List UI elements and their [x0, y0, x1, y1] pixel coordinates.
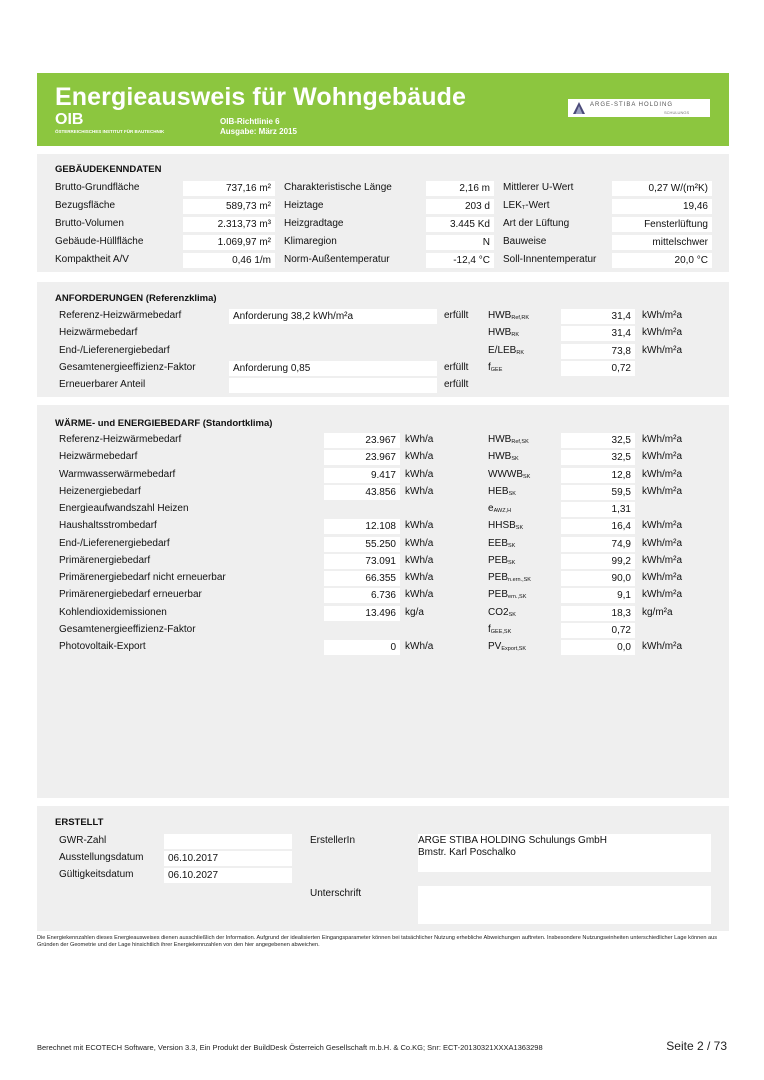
waerme-specific-value: 16,4	[561, 519, 635, 534]
kenndaten-label: Heiztage	[284, 200, 324, 211]
waerme-absolute-unit: kWh/a	[405, 589, 434, 600]
kenndaten-value: 2.313,73 m³	[183, 217, 275, 232]
waerme-symbol-subscript: SK	[515, 525, 524, 531]
waerme-symbol-symbol: PV	[488, 641, 502, 652]
anforderung-symbol	[488, 310, 529, 321]
oib-label: OIB	[55, 111, 84, 128]
waerme-absolute-value: 12.108	[324, 519, 400, 534]
kenndaten-label: Charakteristische Länge	[284, 182, 392, 193]
gwr-value	[164, 834, 292, 849]
waerme-symbol	[488, 469, 530, 480]
kenndaten-value: 589,73 m²	[183, 199, 275, 214]
anforderung-value: 73,8	[561, 344, 635, 359]
waerme-label: Energieaufwandszahl Heizen	[59, 503, 189, 514]
waerme-symbol	[488, 624, 511, 635]
waerme-specific-unit: kWh/m²a	[642, 555, 682, 566]
waermebedarf-panel	[37, 405, 729, 798]
waerme-absolute-value: 6.736	[324, 588, 400, 603]
waerme-absolute-value: 73.091	[324, 554, 400, 569]
waerme-absolute-value: 66.355	[324, 571, 400, 586]
waerme-symbol	[488, 520, 523, 531]
waerme-label: Primärenergiebedarf nicht erneuerbar	[59, 572, 226, 583]
anforderung-label: Erneuerbarer Anteil	[59, 379, 146, 390]
waerme-absolute-value: 43.856	[324, 485, 400, 500]
waerme-specific-unit: kg/m²a	[642, 607, 673, 618]
waerme-label: Primärenergiebedarf	[59, 555, 151, 566]
waerme-symbol-symbol: WWWB	[488, 469, 523, 480]
kenndaten-value: 737,16 m²	[183, 181, 275, 196]
ersteller-company: ARGE STIBA HOLDING Schulungs GmbH	[418, 835, 607, 846]
waerme-specific-value: 1,31	[561, 502, 635, 517]
waerme-specific-unit: kWh/m²a	[642, 451, 682, 462]
anforderung-status: erfüllt	[444, 310, 469, 321]
kenndaten-value: 0,46 1/m	[183, 253, 275, 268]
kenndaten-value: Fensterlüftung	[612, 217, 712, 232]
erstellt-panel	[37, 806, 729, 931]
kenndaten-value: mittelschwer	[612, 235, 712, 250]
institute-label: ÖSTERREICHISCHES INSTITUT FÜR BAUTECHNIK	[55, 129, 165, 134]
waerme-specific-value: 9,1	[561, 588, 635, 603]
kenndaten-value: 1.069,97 m²	[183, 235, 275, 250]
waerme-absolute-unit: kWh/a	[405, 555, 434, 566]
anforderung-symbol	[488, 362, 502, 373]
waerme-absolute-value: 55.250	[324, 537, 400, 552]
waerme-symbol	[488, 503, 511, 514]
kenndaten-value: 3.445 Kd	[426, 217, 494, 232]
kenndaten-label	[503, 200, 550, 211]
anforderung-symbol-symbol: HWB	[488, 327, 512, 338]
gueltigkeitsdatum-label: Gültigkeitsdatum	[59, 869, 134, 880]
anforderungen-panel	[37, 282, 729, 397]
waerme-symbol-subscript: SK	[508, 543, 516, 549]
waerme-absolute-unit: kWh/a	[405, 469, 434, 480]
waerme-specific-value: 99,2	[561, 554, 635, 569]
waerme-symbol-subscript: Export,SK	[501, 646, 527, 652]
gueltigkeitsdatum-value: 06.10.2027	[164, 868, 292, 883]
waerme-label: Kohlendioxidemissionen	[59, 607, 167, 618]
kenndaten-value: 0,27 W/(m²K)	[612, 181, 712, 196]
waerme-specific-value: 0,0	[561, 640, 635, 655]
waerme-absolute-value: 0	[324, 640, 400, 655]
anforderung-requirement: Anforderung 38,2 kWh/m²a	[229, 309, 437, 324]
header-banner	[37, 73, 729, 146]
anforderung-value: 31,4	[561, 326, 635, 341]
waerme-specific-unit: kWh/m²a	[642, 520, 682, 531]
kenndaten-label: Klimaregion	[284, 236, 337, 247]
ausstellungsdatum-label: Ausstellungsdatum	[59, 852, 144, 863]
waerme-specific-value: 59,5	[561, 485, 635, 500]
waerme-absolute-unit: kWh/a	[405, 486, 434, 497]
gebaeudekenndaten-panel	[37, 154, 729, 272]
waerme-symbol-subscript: Ref,SK	[511, 439, 529, 445]
kenndaten-label-subscript: T	[521, 205, 526, 211]
section-title-anforderungen: ANFORDERUNGEN (Referenzklima)	[55, 293, 217, 304]
waerme-absolute-unit: kWh/a	[405, 520, 434, 531]
waerme-specific-unit: kWh/m²a	[642, 434, 682, 445]
section-title-waermebedarf: WÄRME- und ENERGIEBEDARF (Standortklima)	[55, 418, 273, 429]
logo-subtext: SCHULUNGS	[664, 110, 690, 115]
waerme-symbol-subscript: AWZ,H	[493, 508, 512, 514]
kenndaten-label: Kompaktheit A/V	[55, 254, 129, 265]
waerme-symbol-symbol: HEB	[488, 486, 509, 497]
page-number: Seite 2 / 73	[666, 1039, 727, 1053]
anforderung-symbol-subscript: GEE	[490, 367, 503, 373]
anforderung-symbol	[488, 327, 519, 338]
waerme-specific-value: 74,9	[561, 537, 635, 552]
waerme-absolute-unit: kWh/a	[405, 538, 434, 549]
unterschrift-field	[418, 886, 711, 924]
kenndaten-value: 2,16 m	[426, 181, 494, 196]
kenndaten-label: Bauweise	[503, 236, 547, 247]
waerme-symbol-symbol: HWB	[488, 434, 512, 445]
waerme-symbol-symbol: f	[488, 624, 491, 635]
waerme-specific-unit: kWh/m²a	[642, 589, 682, 600]
kenndaten-value: 20,0 °C	[612, 253, 712, 268]
kenndaten-label: Art der Lüftung	[503, 218, 570, 229]
waerme-symbol-subscript: n.ern.,SK	[508, 577, 531, 583]
ersteller-person: Bmstr. Karl Poschalko	[418, 847, 516, 858]
waerme-label: Referenz-Heizwärmebedarf	[59, 434, 182, 445]
waerme-specific-unit: kWh/m²a	[642, 572, 682, 583]
section-title-gebaeudekenndaten: GEBÄUDEKENNDATEN	[55, 164, 162, 175]
anforderung-label: End-/Lieferenergiebedarf	[59, 345, 170, 356]
kenndaten-value: 203 d	[426, 199, 494, 214]
waerme-specific-unit: kWh/m²a	[642, 538, 682, 549]
waerme-symbol-symbol: EEB	[488, 538, 509, 549]
waerme-symbol-symbol: HWB	[488, 451, 512, 462]
anforderung-requirement	[229, 378, 437, 393]
waerme-symbol-subscript: ern.,SK	[508, 594, 527, 600]
anforderung-value: 31,4	[561, 309, 635, 324]
waerme-specific-value: 12,8	[561, 468, 635, 483]
ersteller-value	[418, 834, 711, 872]
kenndaten-label: Norm-Außentemperatur	[284, 254, 390, 265]
waerme-specific-value: 90,0	[561, 571, 635, 586]
waerme-symbol-subscript: SK	[508, 491, 516, 497]
waerme-absolute-unit: kWh/a	[405, 641, 434, 652]
waerme-symbol	[488, 641, 526, 652]
waerme-symbol-subscript: GEE,SK	[490, 629, 512, 635]
anforderung-symbol-subscript: Ref,RK	[511, 315, 530, 321]
kenndaten-value: -12,4 °C	[426, 253, 494, 268]
waerme-symbol	[488, 451, 519, 462]
waerme-symbol-symbol: CO2	[488, 607, 509, 618]
waerme-label: Gesamtenergieeffizienz-Faktor	[59, 624, 196, 635]
kenndaten-label: Heizgradtage	[284, 218, 344, 229]
anforderung-symbol	[488, 345, 524, 356]
waerme-specific-value: 32,5	[561, 450, 635, 465]
waerme-symbol	[488, 486, 516, 497]
waerme-specific-unit: kWh/m²a	[642, 469, 682, 480]
anforderung-symbol-subscript: RK	[511, 332, 519, 338]
gwr-label: GWR-Zahl	[59, 835, 107, 846]
kenndaten-label: Brutto-Grundfläche	[55, 182, 140, 193]
waerme-symbol-symbol: PEB	[488, 555, 509, 566]
kenndaten-label: Soll-Innentemperatur	[503, 254, 597, 265]
waerme-symbol	[488, 589, 526, 600]
kenndaten-value: N	[426, 235, 494, 250]
kenndaten-label-suffix: -Wert	[525, 200, 550, 211]
anforderung-value: 0,72	[561, 361, 635, 376]
anforderung-symbol-subscript: RK	[516, 350, 524, 356]
waerme-label: Warmwasserwärmebedarf	[59, 469, 176, 480]
waerme-label: Haushaltsstrombedarf	[59, 520, 157, 531]
waerme-symbol-subscript: SK	[508, 560, 516, 566]
waerme-symbol-symbol: e	[488, 503, 494, 514]
document-title: Energieausweis für Wohngebäude	[55, 83, 466, 111]
kenndaten-label: Mittlerer U-Wert	[503, 182, 574, 193]
anforderung-status: erfüllt	[444, 379, 469, 390]
section-title-erstellt: ERSTELLT	[55, 817, 104, 828]
ausgabe-label: Ausgabe: März 2015	[220, 127, 297, 136]
waerme-symbol	[488, 555, 515, 566]
anforderung-label: Heizwärmebedarf	[59, 327, 138, 338]
waerme-symbol-subscript: SK	[523, 474, 531, 480]
waerme-absolute-value: 13.496	[324, 606, 400, 621]
waerme-specific-value: 32,5	[561, 433, 635, 448]
footer-text: Berechnet mit ECOTECH Software, Version 3.3, Ein Produkt der BuildDesk Österreich Gesellschaft m.b.H. & Co.KG; Snr: ECT-20130321XXXA1363298	[37, 1043, 543, 1052]
waerme-symbol-symbol: HHSB	[488, 520, 516, 531]
waerme-absolute-unit: kWh/a	[405, 572, 434, 583]
waerme-symbol-subscript: SK	[511, 456, 519, 462]
kenndaten-label: Bezugsfläche	[55, 200, 116, 211]
unterschrift-label: Unterschrift	[310, 888, 362, 899]
kenndaten-label: Gebäude-Hüllfläche	[55, 236, 144, 247]
waerme-absolute-value: 9.417	[324, 468, 400, 483]
anforderung-symbol-symbol: E/LEB	[488, 345, 517, 356]
logo-text: ARGE-STIBA HOLDING	[590, 102, 674, 108]
anforderung-unit: kWh/m²a	[642, 345, 682, 356]
waerme-symbol	[488, 434, 529, 445]
logo-triangle-icon	[572, 101, 586, 115]
waerme-absolute-unit: kg/a	[405, 607, 424, 618]
waerme-specific-value: 18,3	[561, 606, 635, 621]
anforderung-unit: kWh/m²a	[642, 310, 682, 321]
waerme-label: Heizenergiebedarf	[59, 486, 141, 497]
waerme-absolute-unit: kWh/a	[405, 434, 434, 445]
waerme-symbol-subscript: SK	[508, 612, 516, 618]
waerme-absolute-unit: kWh/a	[405, 451, 434, 462]
waerme-label: Primärenergiebedarf erneuerbar	[59, 589, 202, 600]
anforderung-label: Gesamtenergieeffizienz-Faktor	[59, 362, 196, 373]
waerme-specific-unit: kWh/m²a	[642, 486, 682, 497]
waerme-symbol-symbol: PEB	[488, 589, 509, 600]
waerme-symbol	[488, 572, 531, 583]
anforderung-unit: kWh/m²a	[642, 327, 682, 338]
company-logo	[568, 99, 710, 117]
richtlinie-label: OIB-Richtlinie 6	[220, 117, 280, 126]
waerme-specific-value: 0,72	[561, 623, 635, 638]
waerme-label: End-/Lieferenergiebedarf	[59, 538, 170, 549]
waerme-specific-unit: kWh/m²a	[642, 641, 682, 652]
ausstellungsdatum-value: 06.10.2017	[164, 851, 292, 866]
anforderung-status: erfüllt	[444, 362, 469, 373]
waerme-symbol-symbol: PEB	[488, 572, 509, 583]
disclaimer-text: Die Energiekennzahlen dieses Energieausweises dienen ausschließlich der Information. Aufgrund der idealisierten Eingangsparameter können bei tatsächlicher Nutzung erhebliche Abweichungen auftreten. Insbesondere Nutzungseinheiten unterschiedlicher Lage können aus Gründen der Geometrie und der Lage hinsichtlich ihrer Energiekennzahlen von den hier angegebenen abweichen.	[37, 935, 718, 948]
waerme-label: Heizwärmebedarf	[59, 451, 138, 462]
anforderung-symbol-symbol: f	[488, 362, 491, 373]
kenndaten-label: Brutto-Volumen	[55, 218, 124, 229]
waerme-absolute-value: 23.967	[324, 450, 400, 465]
waerme-symbol	[488, 538, 515, 549]
anforderung-symbol-symbol: HWB	[488, 310, 512, 321]
waerme-label: Photovoltaik-Export	[59, 641, 146, 652]
anforderung-label: Referenz-Heizwärmebedarf	[59, 310, 182, 321]
kenndaten-label-symbol: LEK	[503, 200, 522, 211]
waerme-symbol	[488, 607, 516, 618]
waerme-absolute-value: 23.967	[324, 433, 400, 448]
kenndaten-value: 19,46	[612, 199, 712, 214]
ersteller-label: ErstellerIn	[310, 835, 356, 846]
anforderung-requirement: Anforderung 0,85	[229, 361, 437, 376]
